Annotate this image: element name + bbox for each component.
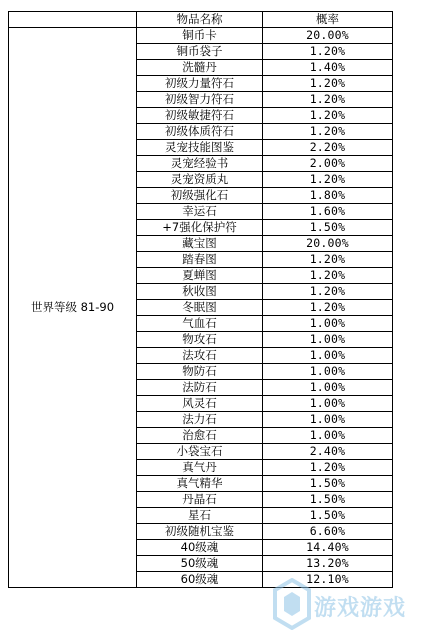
item-name-cell: 铜币袋子 [137, 44, 263, 60]
probability-cell: 1.00% [263, 396, 393, 412]
item-name-cell: 法力石 [137, 412, 263, 428]
item-name-cell: 洗髓丹 [137, 60, 263, 76]
item-name-cell: 初级智力符石 [137, 92, 263, 108]
probability-cell: 13.20% [263, 556, 393, 572]
item-name-cell: 初级体质符石 [137, 124, 263, 140]
item-name-cell: 铜币卡 [137, 28, 263, 44]
probability-cell: 1.50% [263, 492, 393, 508]
probability-cell: 2.20% [263, 140, 393, 156]
probability-cell: 1.40% [263, 60, 393, 76]
item-name-cell: 丹晶石 [137, 492, 263, 508]
drop-rate-table [8, 11, 393, 588]
item-name-cell: 秋收图 [137, 284, 263, 300]
probability-cell: 1.20% [263, 92, 393, 108]
probability-cell: 1.50% [263, 508, 393, 524]
probability-cell: 2.00% [263, 156, 393, 172]
item-name-cell: 初级力量符石 [137, 76, 263, 92]
item-name-cell: 真气丹 [137, 460, 263, 476]
probability-cell: 1.50% [263, 476, 393, 492]
item-name-cell: 初级随机宝鉴 [137, 524, 263, 540]
item-name-cell: 40级魂 [137, 540, 263, 556]
probability-cell: 20.00% [263, 236, 393, 252]
item-name-cell: 灵宠经验书 [137, 156, 263, 172]
probability-cell: 1.00% [263, 380, 393, 396]
probability-cell: 1.20% [263, 252, 393, 268]
header-probability: 概率 [263, 12, 393, 28]
probability-cell: 2.40% [263, 444, 393, 460]
item-name-cell: 气血石 [137, 316, 263, 332]
item-name-cell: 法防石 [137, 380, 263, 396]
item-name-cell: 50级魂 [137, 556, 263, 572]
drop-rate-table-body [9, 12, 393, 588]
item-name-cell: 物攻石 [137, 332, 263, 348]
probability-cell: 1.20% [263, 76, 393, 92]
probability-cell: 1.00% [263, 316, 393, 332]
world-level-cell: 世界等级 81-90 [9, 28, 137, 588]
watermark-text: 游戏游戏 [314, 596, 407, 621]
probability-cell: 20.00% [263, 28, 393, 44]
probability-cell: 1.20% [263, 108, 393, 124]
table-header-row [9, 12, 393, 28]
probability-cell: 1.20% [263, 460, 393, 476]
probability-cell: 1.00% [263, 428, 393, 444]
probability-cell: 1.00% [263, 332, 393, 348]
item-name-cell: 法攻石 [137, 348, 263, 364]
item-name-cell: +7强化保护符 [137, 220, 263, 236]
probability-cell: 1.50% [263, 220, 393, 236]
probability-cell: 1.20% [263, 172, 393, 188]
probability-cell: 1.00% [263, 412, 393, 428]
item-name-cell: 初级强化石 [137, 188, 263, 204]
probability-cell: 1.80% [263, 188, 393, 204]
item-name-cell: 治愈石 [137, 428, 263, 444]
probability-cell: 12.10% [263, 572, 393, 588]
item-name-cell: 星石 [137, 508, 263, 524]
probability-cell: 1.20% [263, 268, 393, 284]
probability-cell: 6.60% [263, 524, 393, 540]
item-name-cell: 灵宠资质丸 [137, 172, 263, 188]
probability-cell: 1.00% [263, 364, 393, 380]
item-name-cell: 物防石 [137, 364, 263, 380]
probability-cell: 1.20% [263, 44, 393, 60]
item-name-cell: 夏蝉图 [137, 268, 263, 284]
probability-cell: 1.20% [263, 124, 393, 140]
item-name-cell: 幸运石 [137, 204, 263, 220]
table-row [9, 28, 393, 44]
item-name-cell: 60级魂 [137, 572, 263, 588]
item-name-cell: 藏宝图 [137, 236, 263, 252]
probability-cell: 14.40% [263, 540, 393, 556]
item-name-cell: 初级敏捷符石 [137, 108, 263, 124]
header-item-name: 物品名称 [137, 12, 263, 28]
probability-cell: 1.20% [263, 284, 393, 300]
item-name-cell: 踏春图 [137, 252, 263, 268]
item-name-cell: 小袋宝石 [137, 444, 263, 460]
header-blank-cell [9, 12, 137, 28]
probability-cell: 1.20% [263, 300, 393, 316]
item-name-cell: 真气精华 [137, 476, 263, 492]
item-name-cell: 灵宠技能图鉴 [137, 140, 263, 156]
probability-cell: 1.60% [263, 204, 393, 220]
probability-cell: 1.00% [263, 348, 393, 364]
item-name-cell: 冬眠图 [137, 300, 263, 316]
item-name-cell: 风灵石 [137, 396, 263, 412]
